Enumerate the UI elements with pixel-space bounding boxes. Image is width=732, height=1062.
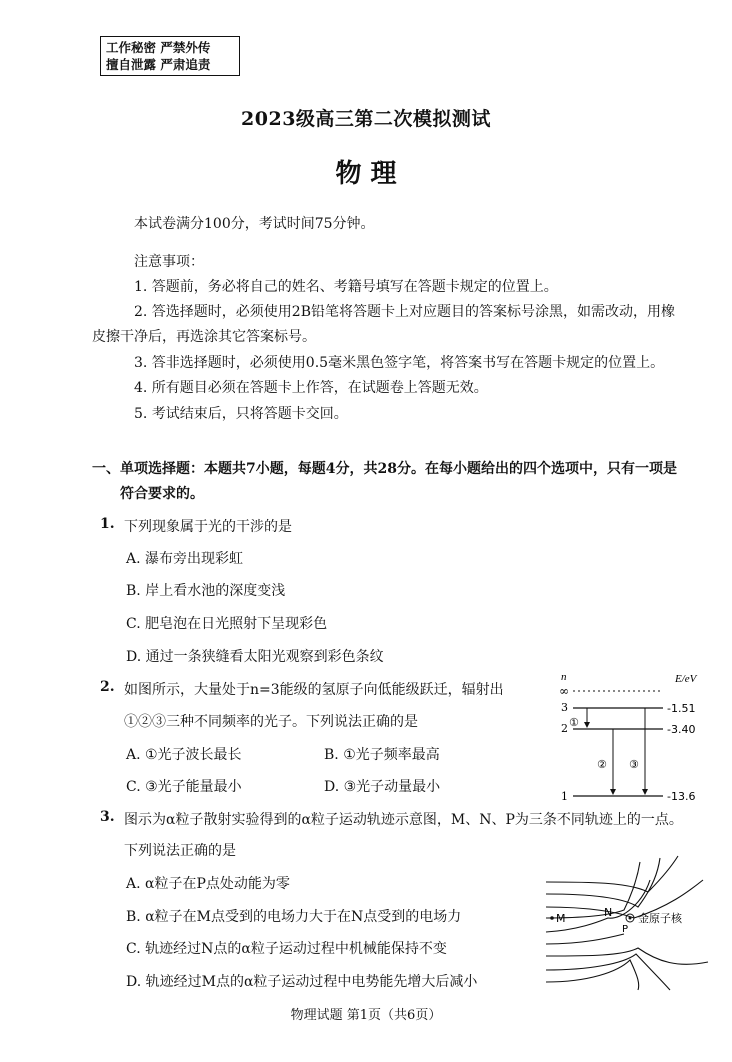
- trajectory-lower-deflect: [546, 960, 639, 990]
- transition-arrow-3-head: [642, 789, 648, 795]
- note-1: 1. 答题前，务必将自己的姓名、考籍号填写在答题卡规定的位置上。: [134, 279, 558, 295]
- stamp-line-1: 工作秘密 严禁外传: [106, 40, 211, 55]
- photon-2-label: ②: [597, 758, 607, 771]
- q3-stem-line1: 图示为α粒子散射实验得到的α粒子运动轨迹示意图，M、N、P为三条不同轨迹上的一点。: [124, 812, 683, 828]
- photon-3-label: ③: [629, 758, 639, 771]
- gold-nucleus-core: [629, 917, 632, 920]
- q2-option-b: B. ①光子频率最高: [324, 747, 440, 763]
- alpha-scattering-diagram: [538, 852, 713, 992]
- point-p-label: P: [622, 924, 629, 935]
- level-2-label: 2: [561, 722, 568, 735]
- q3-option-d: D. 轨迹经过M点的α粒子运动过程中电势能先增大后减小: [126, 974, 478, 990]
- note-3: 3. 答非选择题时，必须使用0.5毫米黑色签字笔，将答案书写在答题卡规定的位置上。: [134, 355, 665, 371]
- photon-1-label: ①: [569, 716, 579, 729]
- note-2: 2. 答选择题时，必须使用2B铅笔将答题卡上对应题目的答案标号涂黑，如需改动，用橡: [134, 304, 676, 320]
- q2-option-c: C. ③光子能量最小: [126, 779, 242, 795]
- level-inf-label: ∞: [559, 684, 569, 698]
- q1-stem: 下列现象属于光的干涉的是: [124, 519, 292, 535]
- q2-number: 2.: [100, 679, 115, 695]
- level-1-energy: -13.6: [667, 790, 696, 803]
- trajectory-lower-wide: [546, 948, 708, 964]
- transition-arrow-2-head: [610, 789, 616, 795]
- q3-stem-line2: 下列说法正确的是: [124, 843, 236, 859]
- n-axis-label: n: [561, 671, 567, 683]
- section-heading-cont: 符合要求的。: [120, 486, 204, 502]
- intro-text: 本试卷满分100分，考试时间75分钟。: [134, 216, 375, 232]
- trajectory-p: [546, 934, 624, 944]
- q3-number: 3.: [100, 809, 115, 825]
- section-heading: 一、单项选择题：本题共7小题，每题4分，共28分。在每小题给出的四个选项中，只有一项是: [92, 461, 677, 477]
- gold-nucleus-label: 金原子核: [638, 912, 682, 925]
- q3-option-b: B. α粒子在M点受到的电场力大于在N点受到的电场力: [126, 909, 462, 925]
- confidential-stamp: [100, 36, 240, 76]
- q1-number: 1.: [100, 516, 115, 532]
- q2-option-d: D. ③光子动量最小: [324, 779, 441, 795]
- energy-level-diagram: [555, 668, 720, 808]
- point-m-label: M: [556, 912, 566, 925]
- level-3-energy: -1.51: [667, 702, 696, 715]
- trajectory-lower-mid: [546, 954, 670, 990]
- q2-stem-line2: ①②③三种不同频率的光子。下列说法正确的是: [124, 714, 418, 730]
- q3-option-c: C. 轨迹经过N点的α粒子运动过程中机械能保持不变: [126, 941, 447, 957]
- q1-option-c: C. 肥皂泡在日光照射下呈现彩色: [126, 616, 328, 632]
- q2-option-a: A. ①光子波长最长: [126, 747, 242, 763]
- note-4: 4. 所有题目必须在答题卡上作答，在试题卷上答题无效。: [134, 380, 488, 396]
- energy-axis-label: E/eV: [675, 673, 697, 685]
- subject-title: 物 理: [335, 159, 397, 189]
- note-5: 5. 考试结束后，只将答题卡交回。: [134, 406, 348, 422]
- page-footer: 物理试题 第1页（共6页）: [290, 1008, 442, 1023]
- q1-option-a: A. 瀑布旁出现彩虹: [126, 551, 244, 567]
- note-2-cont: 皮擦干净后，再选涂其它答案标号。: [92, 329, 316, 345]
- trajectory-upper-deflect: [546, 856, 678, 892]
- level-2-energy: -3.40: [667, 723, 696, 736]
- exam-title: 2023级高三第二次模拟测试: [241, 108, 491, 130]
- level-3-label: 3: [561, 701, 568, 714]
- q2-stem-line1: 如图所示，大量处于n=3能级的氢原子向低能级跃迁，辐射出: [124, 682, 504, 698]
- q3-option-a: A. α粒子在P点处动能为零: [126, 876, 290, 892]
- level-1-label: 1: [561, 790, 568, 803]
- transition-arrow-1-head: [584, 722, 590, 728]
- notes-title: 注意事项：: [134, 254, 204, 270]
- point-m-marker: [550, 916, 554, 920]
- stamp-line-2: 擅自泄露 严肃追责: [106, 57, 211, 72]
- point-n-label: N: [604, 906, 613, 919]
- q1-option-d: D. 通过一条狭缝看太阳光观察到彩色条纹: [126, 649, 384, 665]
- q1-option-b: B. 岸上看水池的深度变浅: [126, 583, 286, 599]
